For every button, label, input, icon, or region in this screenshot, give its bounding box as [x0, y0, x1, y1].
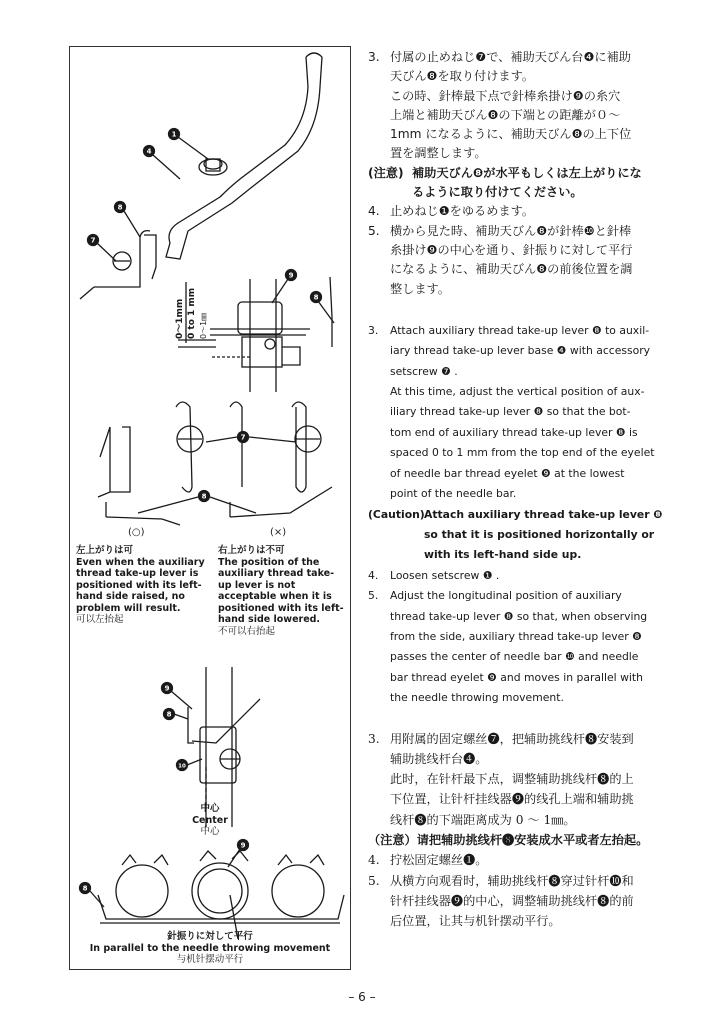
en-step-4	[368, 566, 668, 586]
ja-caution-line: るように取り付けてください。	[412, 185, 583, 200]
ng-label: (×)	[270, 527, 287, 538]
zh-s3-line: 辅助挑线杆台❹。	[390, 751, 488, 766]
ja-s5-line: 横から見た時、補助天びん❽が針棒❿と針棒	[390, 223, 632, 238]
illustration-panel	[69, 46, 351, 970]
caption-right-ja: 右上がりは不可	[218, 545, 285, 556]
en-step-4-text: Loosen setscrew ❶ .	[390, 568, 500, 582]
parallel-caption	[72, 931, 348, 966]
en-step-3-num: 3.	[368, 323, 379, 337]
callout-7b-icon: 7	[240, 433, 246, 442]
en-s3-line: iary thread take-up lever base ❹ with accessory	[390, 344, 651, 358]
ja-step-5-num: 5.	[368, 223, 380, 238]
dim-label-en: 0 to 1 mm	[187, 287, 197, 339]
zh-step-5	[368, 871, 668, 932]
ja-s3-line: 天びん❽を取り付けます。	[390, 69, 535, 84]
caption-right-en: The position of the auxiliary thread take-up lever is not acceptable when it is positioned with its left-hand side lowered.	[218, 556, 344, 625]
caption-right-zh: 不可以右抬起	[218, 625, 276, 637]
en-caution	[368, 505, 668, 566]
page-number: – 6 –	[348, 990, 376, 1004]
en-s5-line: Adjust the longitudinal position of auxiliary	[390, 589, 622, 603]
callout-10-icon: 10	[178, 763, 186, 770]
callout-8c-icon: 8	[201, 492, 207, 501]
callout-8-icon: 8	[117, 203, 123, 212]
caption-right	[218, 545, 346, 637]
ja-caution	[368, 164, 668, 203]
zh-step-4	[368, 850, 668, 870]
caption-left-ja: 左上がりは可	[76, 545, 134, 556]
ja-s3-line: この時、針棒最下点で針棒糸掛け❾の糸穴	[390, 88, 621, 103]
chinese-section	[368, 729, 668, 932]
zh-step-3-num: 3.	[368, 731, 380, 746]
parallel-ja: 針振りに対して平行	[167, 931, 253, 942]
callout-8e-icon: 8	[82, 884, 88, 893]
ja-s3-line: 置を調整します。	[390, 146, 487, 161]
zh-step-5-num: 5.	[368, 873, 380, 888]
callout-9b-icon: 9	[164, 684, 170, 693]
en-s3-line: iliary thread take-up lever ❽ so that the bot-	[390, 405, 631, 419]
callout-8b-icon: 8	[313, 293, 319, 302]
en-s5-line: bar thread eyelet ❾ and moves in parallel with	[390, 670, 643, 684]
parallel-zh: 与机针摆动平行	[176, 954, 244, 965]
en-s3-line: Attach auxiliary thread take-up lever ❽ to auxil-	[390, 323, 650, 337]
ok-label: (○)	[128, 527, 145, 538]
en-s5-line: thread take-up lever ❽ so that, when observing	[390, 609, 648, 623]
en-s5-line: from the side, auxiliary thread take-up lever ❽	[390, 629, 642, 643]
en-step-5-num: 5.	[368, 589, 379, 603]
zh-s5-line: 针杆挂线器❾的中心，调整辅助挑线杆❽的前	[390, 893, 634, 908]
en-s3-line: spaced 0 to 1 mm from the top end of the eyelet	[390, 446, 655, 460]
en-s5-line: passes the center of needle bar ❿ and needle	[390, 650, 639, 664]
en-s3-line: of needle bar thread eyelet ❾ at the lowest	[390, 466, 625, 480]
ja-step-4	[368, 202, 668, 221]
caption-left	[76, 545, 208, 626]
japanese-section	[368, 48, 668, 299]
english-section	[368, 321, 668, 709]
ja-s5-line: 糸掛け❾の中心を通り、針振りに対して平行	[390, 242, 633, 257]
ja-s3-line: 上端と補助天びん❽の下端との距離が０～	[390, 107, 621, 122]
ja-step-3-num: 3.	[368, 50, 380, 64]
en-s5-line: the needle throwing movement.	[390, 691, 564, 705]
en-step-5	[368, 586, 668, 708]
callout-7-icon: 7	[90, 236, 96, 245]
en-s3-line: At this time, adjust the vertical position of aux-	[390, 385, 645, 399]
en-s3-line: setscrew ❼ .	[390, 364, 458, 378]
zh-step-4-text: 拧松固定螺丝❶。	[390, 853, 488, 868]
ja-step-4-num: 4.	[368, 204, 380, 219]
en-caution-line: Attach auxiliary thread take-up lever ❽	[424, 507, 663, 521]
dim-label-zh: 0～1㎜	[199, 312, 208, 339]
instructions-column	[368, 48, 668, 932]
en-step-3	[368, 321, 668, 505]
zh-s5-line: 从横方向观看时，辅助挑线杆❽穿过针杆❿和	[390, 873, 634, 888]
ja-s3-line: 1mm になるように、補助天びん❽の上下位	[390, 127, 632, 142]
en-step-4-num: 4.	[368, 568, 379, 582]
center-caption	[170, 803, 250, 838]
callout-9c-icon: 9	[240, 841, 246, 850]
caption-left-zh: 可以左抬起	[76, 614, 124, 625]
en-caution-line: with its left-hand side up.	[424, 548, 582, 562]
zh-step-3	[368, 729, 668, 830]
dim-label-ja: 0～1mm	[175, 298, 185, 339]
zh-s3-line: 下位置，让针杆挂线器❾的线孔上端和辅助挑	[390, 792, 634, 807]
zh-s3-line: 用附属的固定螺丝❼，把辅助挑线杆❽安装到	[390, 731, 634, 746]
center-en: Center	[192, 814, 228, 826]
ja-caution-line: 補助天びん❽が水平もしくは左上がりにな	[412, 165, 642, 180]
caption-left-en: Even when the auxiliary thread take-up lever is positioned with its left-hand side raised, no problem will result.	[76, 556, 205, 614]
en-caution-line: so that it is positioned horizontally or	[424, 527, 655, 541]
callout-4-icon: 4	[146, 147, 152, 156]
ja-step-4-text: 止めねじ❶をゆるめます。	[390, 204, 535, 219]
zh-s3-line: 此时，在针杆最下点，调整辅助挑线杆❽的上	[390, 772, 634, 787]
ja-s5-line: 整します。	[390, 281, 450, 296]
callout-9-icon: 9	[288, 271, 294, 280]
en-caution-label: (Caution)	[368, 507, 425, 521]
callout-8d-icon: 8	[166, 710, 172, 719]
center-zh: 中心	[200, 826, 220, 837]
ja-step-5	[368, 222, 668, 299]
ja-caution-label: (注意)	[368, 165, 404, 180]
en-s3-line: point of the needle bar.	[390, 487, 517, 501]
zh-s3-line: 线杆❽的下端距离成为 0 ～ 1㎜。	[390, 812, 576, 827]
zh-s5-line: 后位置，让其与机针摆动平行。	[390, 914, 561, 929]
parallel-en: In parallel to the needle throwing movement	[89, 942, 331, 954]
ja-s3-line: 付属の止めねじ❼で、補助天びん台❹に補助	[390, 50, 631, 64]
ja-step-3	[368, 48, 668, 164]
callout-1-icon: 1	[171, 130, 177, 139]
ja-s5-line: になるように、補助天びん❽の前後位置を調	[390, 262, 633, 277]
en-s3-line: tom end of auxiliary thread take-up lever ❽ is	[390, 425, 638, 439]
center-ja: 中心	[200, 803, 220, 814]
zh-caution: （注意）请把辅助挑线杆❽安装成水平或者左抬起。	[368, 833, 649, 848]
zh-step-4-num: 4.	[368, 853, 380, 868]
